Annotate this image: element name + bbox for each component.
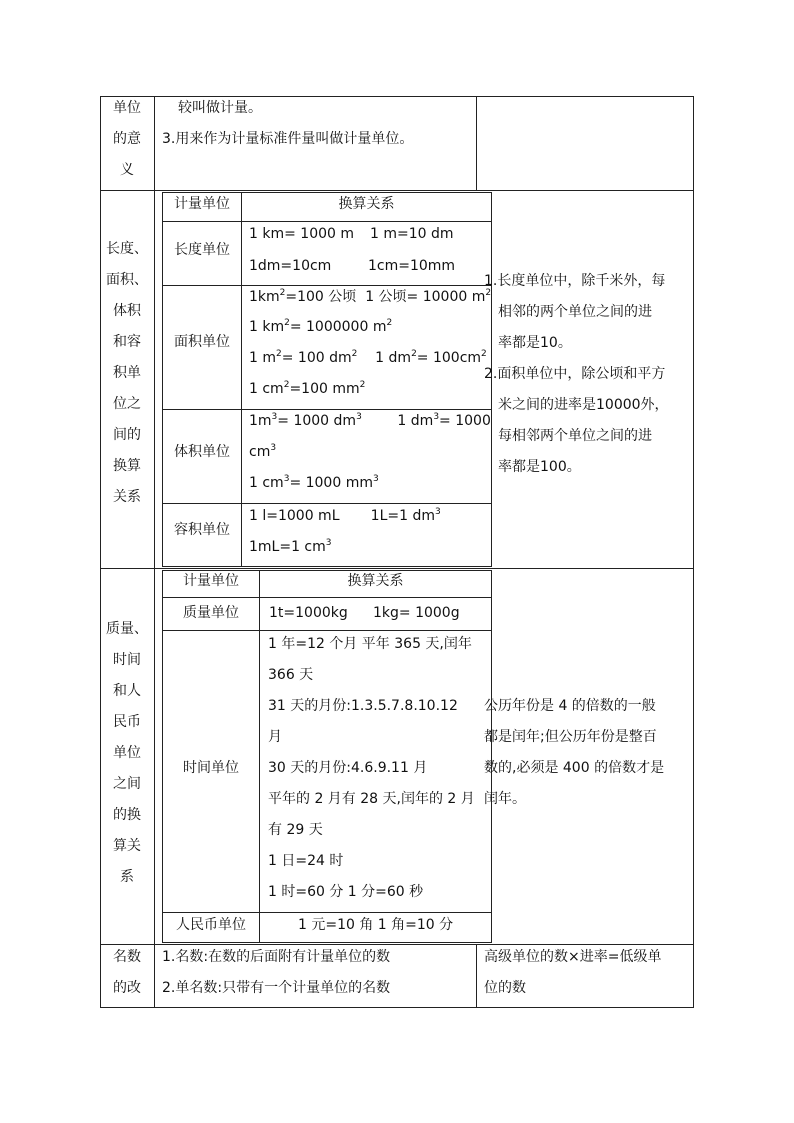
volume-rel-line3: 1 $cm^3= 1000$ $mm^3$ <box>249 474 379 491</box>
section2-note-line: 每相邻两个单位之间的进 <box>498 428 652 444</box>
time-rel-line: 30 天的月份:4.6.9.11 月 <box>268 760 428 776</box>
label-char: 关系 <box>113 489 141 505</box>
capacity-rel-line2: 1mL=1 $cm^3$ <box>249 538 332 555</box>
money-unit-name: 人民币单位 <box>176 917 246 933</box>
area-unit-name: 面积单位 <box>174 334 230 350</box>
label-char: 名数 <box>113 949 141 965</box>
section3-note-line: 闰年。 <box>484 791 526 807</box>
section2-note-line: 1.长度单位中，除千米外，每 <box>484 273 666 289</box>
length-rel-2b: 1cm=10mm <box>368 258 456 274</box>
section2-note-line: 米之间的进率是10000外， <box>498 397 669 413</box>
label-char: 面积、 <box>106 272 148 288</box>
section2-note-line: 率都是100。 <box>498 459 581 475</box>
label-char: 时间 <box>113 652 141 668</box>
time-unit-name: 时间单位 <box>183 760 239 776</box>
length-rel-1a: 1 km= 1000 m <box>249 226 354 242</box>
volume-rel-line1: $1m^3= 1000$ $dm^3$ 1 $dm^3= 1000$ <box>249 412 491 429</box>
section1-def-line1: 较叫做计量。 <box>178 100 262 116</box>
inner3-col-divider <box>259 570 260 943</box>
capacity-unit-name: 容积单位 <box>174 522 230 538</box>
section4-def-line2: 2.单名数:只带有一个计量单位的名数 <box>162 980 391 996</box>
time-rel-line: 平年的 2 月有 28 天,闰年的 2 月 <box>268 791 475 807</box>
label-char: 单位 <box>113 100 141 116</box>
label-char: 的意 <box>113 131 141 147</box>
inner2-col-divider <box>241 192 242 567</box>
time-rel-line: 31 天的月份:1.3.5.7.8.10.12 <box>268 698 458 714</box>
area-rel-line4: 1 $cm^2=100$ $mm^2$ <box>249 380 366 397</box>
notes-divider-row4 <box>476 944 477 1008</box>
label-char: 和容 <box>113 334 141 350</box>
section4-rule-line2: 位的数 <box>484 980 526 996</box>
time-rel-line: 1 年=12 个月 平年 365 天,闰年 <box>268 636 472 652</box>
section1-def-line2: 3.用来作为计量标准件量叫做计量单位。 <box>162 131 414 147</box>
section2-note-line: 相邻的两个单位之间的进 <box>498 304 652 320</box>
label-char: 间的 <box>113 427 141 443</box>
area-rel-line1: $1km^2=100$ 公顷 1 公顷= 10000 $m^2$ <box>249 288 492 305</box>
area-rel-line3: 1 $m^2= 100$ $dm^2$ 1 $dm^2= 100cm^2$ <box>249 349 487 366</box>
length-rel-1b: 1 m=10 dm <box>370 226 454 242</box>
label-char: 义 <box>120 162 134 178</box>
inner2-header-unit: 计量单位 <box>174 196 230 212</box>
label-char: 体积 <box>113 303 141 319</box>
section3-note-line: 都是闰年;但公历年份是整百 <box>484 729 657 745</box>
section3-note-line: 数的,必须是 400 的倍数才是 <box>484 760 665 776</box>
label-char: 之间 <box>113 776 141 792</box>
notes-divider-row1 <box>476 96 477 191</box>
label-char: 位之 <box>113 396 141 412</box>
label-char: 积单 <box>113 365 141 381</box>
money-rel: 1 元=10 角 1 角=10 分 <box>298 917 454 933</box>
label-char: 换算 <box>113 458 141 474</box>
time-rel-line: 月 <box>268 729 282 745</box>
mass-rel-a: 1t=1000kg <box>269 605 348 621</box>
label-char: 民币 <box>113 714 141 730</box>
label-char: 的改 <box>113 980 141 996</box>
time-rel-line: 1 时=60 分 1 分=60 秒 <box>268 884 424 900</box>
inner3-header-relation: 换算关系 <box>347 573 404 589</box>
label-char: 和人 <box>113 683 141 699</box>
section2-note-line: 率都是10。 <box>498 335 572 351</box>
inner2-header-relation: 换算关系 <box>338 196 395 212</box>
time-rel-line: 有 29 天 <box>268 822 323 838</box>
label-char: 算关 <box>113 838 141 854</box>
time-rel-line: 1 日=24 时 <box>268 853 344 869</box>
label-char: 质量、 <box>106 621 148 637</box>
section3-note-line: 公历年份是 4 的倍数的一般 <box>484 698 656 714</box>
label-char: 系 <box>120 869 134 885</box>
label-char: 的换 <box>113 807 141 823</box>
table-border-right <box>693 96 694 1008</box>
label-column-divider <box>154 96 155 1008</box>
label-char: 单位 <box>113 745 141 761</box>
label-char: 长度、 <box>106 241 148 257</box>
section2-note-line: 2.面积单位中，除公顷和平方 <box>484 366 666 382</box>
mass-rel-b: 1kg= 1000g <box>373 605 460 621</box>
length-unit-name: 长度单位 <box>174 242 230 258</box>
section2-label <box>101 234 153 513</box>
section4-rule-line1: 高级单位的数×进率=低级单 <box>484 949 662 965</box>
table-border-bottom <box>100 1007 694 1008</box>
section4-def-line1: 1.名数:在数的后面附有计量单位的数 <box>162 949 391 965</box>
volume-rel-line2: $cm^3$ <box>249 443 277 460</box>
length-rel-2a: 1dm=10cm <box>249 258 332 274</box>
mass-unit-name: 质量单位 <box>183 605 239 621</box>
time-rel-line: 366 天 <box>268 667 314 683</box>
inner3-header-unit: 计量单位 <box>183 573 239 589</box>
section3-label <box>101 614 153 893</box>
section1-label <box>101 93 153 186</box>
section4-label <box>101 942 153 1004</box>
area-rel-line2: 1 $km^2= 1000000$ $m^2$ <box>249 318 393 335</box>
capacity-rel-line1: 1 l=1000 mL 1L=1 $dm^3$ <box>249 507 441 524</box>
volume-unit-name: 体积单位 <box>174 444 230 460</box>
